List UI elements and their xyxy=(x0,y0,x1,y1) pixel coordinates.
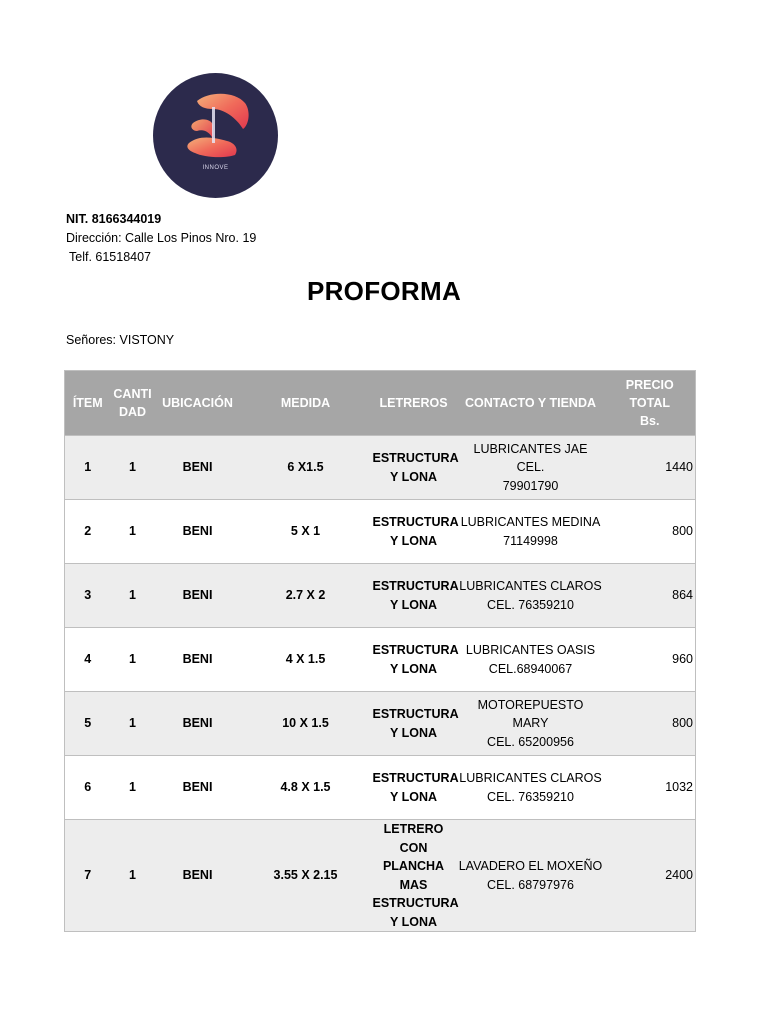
cell-letrero xyxy=(371,628,457,692)
letrero-line: Y LONA xyxy=(390,789,437,804)
cell-cantidad: 1 xyxy=(111,756,155,820)
header-cantidad-line1: CANTI xyxy=(113,387,152,401)
company-nit: NIT. 8166344019 xyxy=(66,212,162,226)
letrero-line: ESTRUCTURA xyxy=(372,579,459,593)
table-row xyxy=(65,628,696,692)
company-phone: Telf. 61518407 xyxy=(69,250,152,264)
cell-ubicacion: BENI xyxy=(155,628,241,692)
contacto-line: CEL. 65200956 xyxy=(487,734,574,749)
contacto-line: CEL. 76359210 xyxy=(487,789,574,804)
header-cantidad xyxy=(111,371,155,436)
cell-medida: 2.7 X 2 xyxy=(241,564,371,628)
cell-item: 5 xyxy=(65,692,111,756)
cell-letrero xyxy=(371,564,457,628)
letrero-line: Y LONA xyxy=(390,661,437,676)
cell-precio: 1032 xyxy=(605,756,696,820)
letrero-line: MAS xyxy=(399,877,428,892)
contacto-line: CEL.68940067 xyxy=(488,661,573,676)
contacto-line: LUBRICANTES CLAROS xyxy=(459,579,602,593)
contacto-line: 79901790 xyxy=(502,478,559,493)
header-ubicacion: UBICACIÓN xyxy=(155,371,241,436)
letrero-line: ESTRUCTURA xyxy=(372,771,459,785)
cell-ubicacion: BENI xyxy=(155,820,241,932)
letrero-line: ESTRUCTURA xyxy=(372,515,459,529)
header-letreros: LETREROS xyxy=(371,371,457,436)
cell-cantidad: 1 xyxy=(111,820,155,932)
cell-letrero xyxy=(371,692,457,756)
contacto-line: LUBRICANTES CLAROS xyxy=(459,771,602,785)
cell-medida: 4 X 1.5 xyxy=(241,628,371,692)
header-item: ÍTEM xyxy=(65,371,111,436)
header-cantidad-line2: DAD xyxy=(118,405,147,419)
letrero-line: PLANCHA xyxy=(382,859,445,873)
logo-text: INNOVE xyxy=(202,165,229,171)
cell-contacto xyxy=(457,692,605,756)
cell-item: 1 xyxy=(65,436,111,500)
cell-cantidad: 1 xyxy=(111,628,155,692)
cell-item: 4 xyxy=(65,628,111,692)
table-header-row xyxy=(65,371,696,436)
document-title: PROFORMA xyxy=(306,276,462,306)
cell-precio: 2400 xyxy=(605,820,696,932)
cell-contacto xyxy=(457,436,605,500)
header-precio-line1: PRECIO TOTAL xyxy=(625,378,674,410)
cell-ubicacion: BENI xyxy=(155,436,241,500)
table-row xyxy=(65,500,696,564)
cell-item: 2 xyxy=(65,500,111,564)
header-precio xyxy=(605,371,696,436)
cell-contacto xyxy=(457,564,605,628)
cell-cantidad: 1 xyxy=(111,692,155,756)
letrero-line: Y LONA xyxy=(390,597,437,612)
cell-contacto xyxy=(457,500,605,564)
cell-precio: 1440 xyxy=(605,436,696,500)
letrero-line: ESTRUCTURA xyxy=(372,643,459,657)
cell-item: 3 xyxy=(65,564,111,628)
letrero-line: Y LONA xyxy=(390,725,437,740)
cell-item: 7 xyxy=(65,820,111,932)
proforma-table xyxy=(64,370,696,932)
cell-contacto xyxy=(457,820,605,932)
contacto-line: LUBRICANTES MEDINA xyxy=(460,515,601,529)
table-row xyxy=(65,692,696,756)
cell-letrero xyxy=(371,436,457,500)
cell-cantidad: 1 xyxy=(111,436,155,500)
table-row xyxy=(65,564,696,628)
letrero-line: LETRERO CON xyxy=(383,822,444,855)
cell-precio: 960 xyxy=(605,628,696,692)
letrero-line: ESTRUCTURA xyxy=(372,896,459,910)
cell-medida: 10 X 1.5 xyxy=(241,692,371,756)
contacto-line: CEL. 76359210 xyxy=(487,597,574,612)
cell-ubicacion: BENI xyxy=(155,756,241,820)
cell-medida: 5 X 1 xyxy=(241,500,371,564)
contacto-line: CEL. 68797976 xyxy=(487,877,574,892)
table-row xyxy=(65,820,696,932)
contacto-line: 71149998 xyxy=(503,533,558,548)
letrero-line: Y LONA xyxy=(390,533,437,548)
company-address: Dirección: Calle Los Pinos Nro. 19 xyxy=(66,231,257,245)
logo-mark-icon xyxy=(153,73,278,198)
cell-ubicacion: BENI xyxy=(155,500,241,564)
table-row xyxy=(65,756,696,820)
cell-letrero xyxy=(371,820,457,932)
cell-precio: 800 xyxy=(605,692,696,756)
cell-contacto xyxy=(457,756,605,820)
cell-item: 6 xyxy=(65,756,111,820)
letrero-line: Y LONA xyxy=(390,914,437,929)
cell-medida: 3.55 X 2.15 xyxy=(241,820,371,932)
cell-ubicacion: BENI xyxy=(155,564,241,628)
cell-letrero xyxy=(371,756,457,820)
contacto-line: LUBRICANTES JAE CEL. xyxy=(473,441,588,475)
client-line: Señores: VISTONY xyxy=(66,333,175,347)
letrero-line: Y LONA xyxy=(390,469,437,484)
letrero-line: ESTRUCTURA xyxy=(372,707,459,721)
company-logo xyxy=(153,73,278,198)
cell-cantidad: 1 xyxy=(111,500,155,564)
cell-precio: 864 xyxy=(605,564,696,628)
company-info xyxy=(66,210,256,267)
cell-letrero xyxy=(371,500,457,564)
cell-ubicacion: BENI xyxy=(155,692,241,756)
header-contacto: CONTACTO Y TIENDA xyxy=(457,371,605,436)
cell-contacto xyxy=(457,628,605,692)
cell-precio: 800 xyxy=(605,500,696,564)
cell-cantidad: 1 xyxy=(111,564,155,628)
cell-medida: 6 X1.5 xyxy=(241,436,371,500)
contacto-line: MOTOREPUESTO MARY xyxy=(477,697,584,731)
letrero-line: ESTRUCTURA xyxy=(372,451,459,465)
header-medida: MEDIDA xyxy=(241,371,371,436)
table-row xyxy=(65,436,696,500)
header-precio-line2: Bs. xyxy=(640,414,660,428)
cell-medida: 4.8 X 1.5 xyxy=(241,756,371,820)
contacto-line: LUBRICANTES OASIS xyxy=(465,643,596,657)
contacto-line: LAVADERO EL MOXEÑO xyxy=(458,859,603,873)
